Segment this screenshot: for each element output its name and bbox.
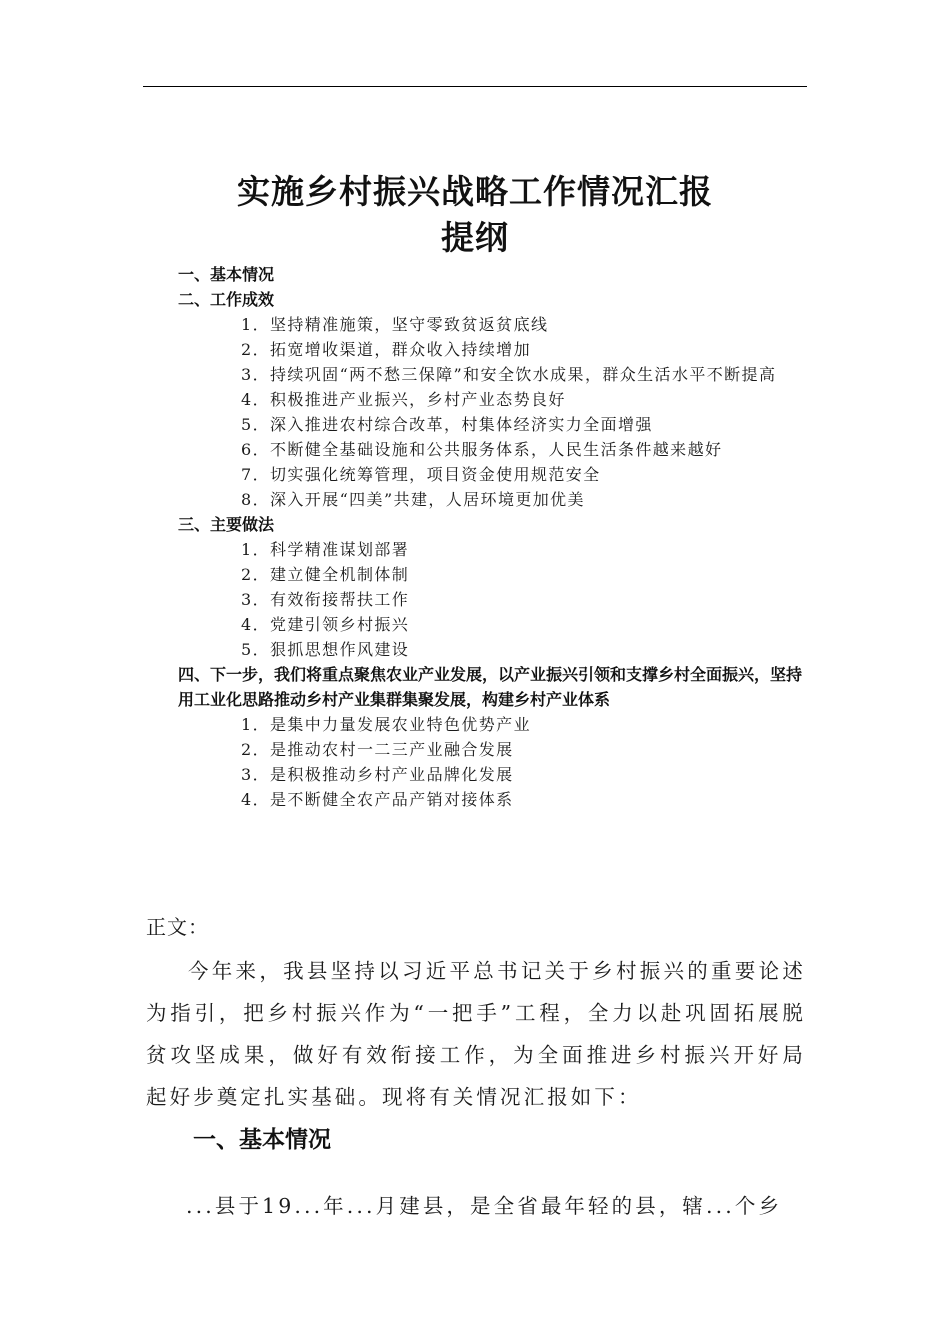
section-text: ...县于19...年...月建县，是全省最年轻的县，辖...个乡: [186, 1194, 783, 1218]
intro-paragraph: 今年来，我县坚持以习近平总书记关于乡村振兴的重要论述为指引，把乡村振兴作为“一把手”工程，全力以赴巩固拓展脱贫攻坚成果，做好有效衔接工作，为全面推进乡村振兴开好局起好步奠定扎实基础。现将有关情况汇报如下：: [146, 959, 806, 1109]
outline-item: 4．党建引领乡村振兴: [241, 615, 410, 634]
outline-item: 2．拓宽增收渠道，群众收入持续增加: [241, 340, 531, 359]
outline-item: 3．有效衔接帮扶工作: [241, 590, 410, 609]
outline-item: 4．积极推进产业振兴，乡村产业态势良好: [241, 390, 566, 409]
outline-item: 5．深入推进农村综合改革，村集体经济实力全面增强: [241, 415, 653, 434]
outline-heading-2: 二、工作成效: [178, 290, 275, 309]
outline-item: 1．科学精准谋划部署: [241, 540, 410, 559]
outline-item: 5．狠抓思想作风建设: [241, 640, 410, 659]
outline-heading-3: 三、主要做法: [178, 515, 275, 534]
outline-item: 7．切实强化统筹管理，项目资金使用规范安全: [241, 465, 601, 484]
document-title: 实施乡村振兴战略工作情况汇报: [237, 172, 713, 211]
outline-item: 2．建立健全机制体制: [241, 565, 410, 584]
outline-item: 3．持续巩固“两不愁三保障”和安全饮水成果，群众生活水平不断提高: [241, 365, 777, 384]
header-rule: [143, 86, 807, 87]
section-heading: 一、基本情况: [193, 1127, 331, 1153]
outline-item: 4．是不断健全农产品产销对接体系: [241, 790, 514, 809]
outline-heading-1: 一、基本情况: [178, 265, 275, 284]
outline-item: 6．不断健全基础设施和公共服务体系，人民生活条件越来越好: [241, 440, 723, 459]
outline: [178, 262, 808, 812]
outline-item: 8．深入开展“四美”共建，人居环境更加优美: [241, 490, 585, 509]
outline-item: 1．是集中力量发展农业特色优势产业: [241, 715, 531, 734]
outline-heading-4: 四、下一步，我们将重点聚焦农业产业发展，以产业振兴引领和支撑乡村全面振兴，坚持用工业化思路推动乡村产业集群集聚发展，构建乡村产业体系: [178, 665, 803, 709]
body-label: 正文：: [146, 915, 209, 939]
outline-item: 3．是积极推动乡村产业品牌化发展: [241, 765, 514, 784]
outline-item: 2．是推动农村一二三产业融合发展: [241, 740, 514, 759]
document-subtitle: 提纲: [441, 218, 509, 257]
outline-item: 1．坚持精准施策，坚守零致贫返贫底线: [241, 315, 549, 334]
